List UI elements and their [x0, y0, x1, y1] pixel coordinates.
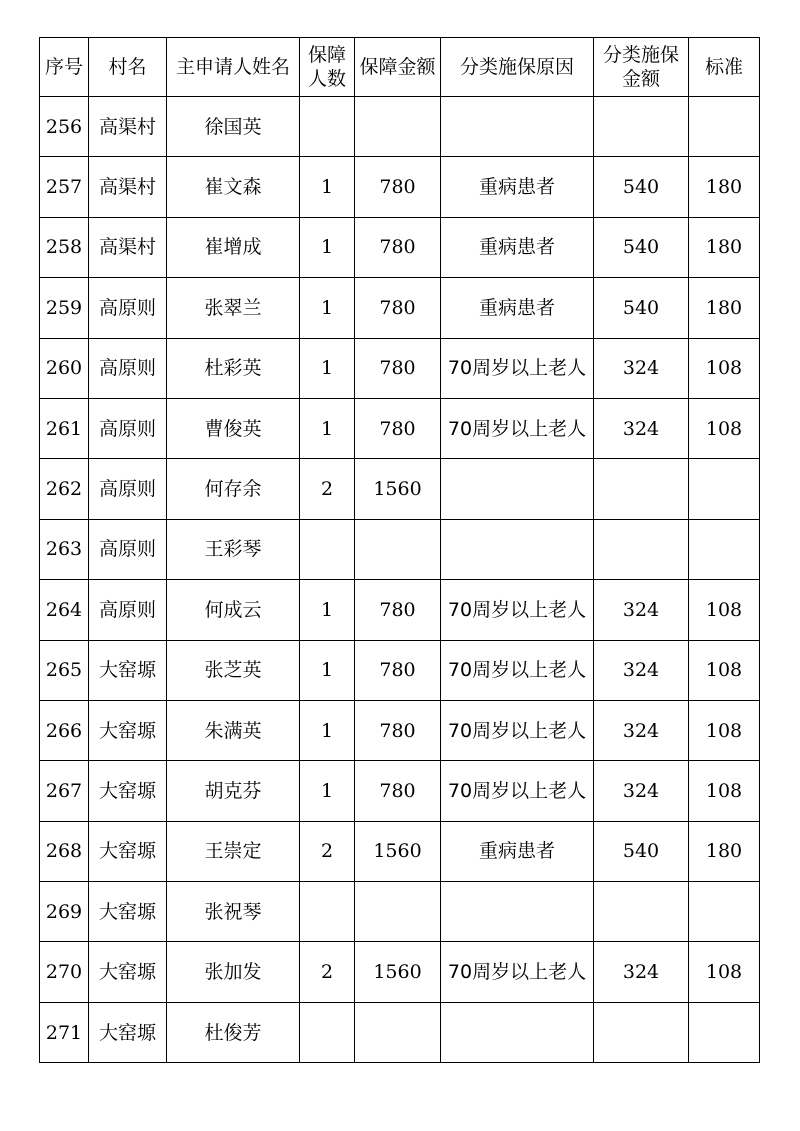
cell-class-amount: [594, 97, 689, 157]
table-row: [40, 398, 760, 458]
table-row: [40, 942, 760, 1002]
cell-amount: 780: [355, 217, 441, 277]
cell-amount: 780: [355, 398, 441, 458]
cell-amount: [355, 1002, 441, 1062]
cell-class-amount: 324: [594, 761, 689, 821]
cell-standard: 108: [689, 640, 760, 700]
cell-seq: 258: [40, 217, 89, 277]
cell-class-amount: 324: [594, 942, 689, 1002]
cell-reason: 重病患者: [441, 157, 594, 217]
table-row: [40, 761, 760, 821]
cell-applicant-name: 崔增成: [167, 217, 300, 277]
cell-reason: 重病患者: [441, 278, 594, 338]
cell-amount: 780: [355, 278, 441, 338]
table-row: [40, 882, 760, 942]
cell-seq: 256: [40, 97, 89, 157]
cell-seq: 264: [40, 580, 89, 640]
cell-village: 高渠村: [89, 157, 167, 217]
cell-village: 大窑塬: [89, 1002, 167, 1062]
cell-standard: 108: [689, 580, 760, 640]
cell-amount: 1560: [355, 459, 441, 519]
cell-standard: [689, 519, 760, 579]
cell-amount: 780: [355, 338, 441, 398]
cell-standard: 180: [689, 821, 760, 881]
cell-persons: [300, 882, 355, 942]
cell-reason: 70周岁以上老人: [441, 942, 594, 1002]
header-seq: 序号: [40, 38, 89, 97]
cell-class-amount: 540: [594, 157, 689, 217]
cell-class-amount: 540: [594, 217, 689, 277]
table-body: [40, 97, 760, 1063]
header-row: [40, 38, 760, 97]
table-row: [40, 459, 760, 519]
cell-standard: 180: [689, 157, 760, 217]
cell-persons: 1: [300, 398, 355, 458]
cell-seq: 260: [40, 338, 89, 398]
cell-applicant-name: 王崇定: [167, 821, 300, 881]
cell-amount: 780: [355, 157, 441, 217]
table-row: [40, 1002, 760, 1062]
cell-persons: 1: [300, 157, 355, 217]
header-standard: 标准: [689, 38, 760, 97]
cell-village: 高原则: [89, 338, 167, 398]
cell-class-amount: [594, 519, 689, 579]
cell-village: 高原则: [89, 278, 167, 338]
cell-applicant-name: 朱满英: [167, 700, 300, 760]
cell-applicant-name: 何存余: [167, 459, 300, 519]
cell-village: 高原则: [89, 459, 167, 519]
cell-village: 高原则: [89, 580, 167, 640]
header-amount: 保障金额: [355, 38, 441, 97]
cell-village: 高原则: [89, 519, 167, 579]
cell-village: 高渠村: [89, 217, 167, 277]
cell-applicant-name: 徐国英: [167, 97, 300, 157]
cell-seq: 266: [40, 700, 89, 760]
cell-standard: 108: [689, 398, 760, 458]
cell-village: 高原则: [89, 398, 167, 458]
cell-standard: [689, 882, 760, 942]
cell-seq: 271: [40, 1002, 89, 1062]
cell-class-amount: 540: [594, 821, 689, 881]
cell-amount: [355, 519, 441, 579]
cell-village: 大窑塬: [89, 640, 167, 700]
header-reason: 分类施保原因: [441, 38, 594, 97]
cell-persons: 2: [300, 821, 355, 881]
cell-class-amount: 324: [594, 700, 689, 760]
cell-standard: 108: [689, 761, 760, 821]
cell-applicant-name: 王彩琴: [167, 519, 300, 579]
cell-applicant-name: 张翠兰: [167, 278, 300, 338]
cell-reason: [441, 519, 594, 579]
table-row: [40, 217, 760, 277]
cell-standard: [689, 1002, 760, 1062]
assistance-table: [39, 37, 760, 1063]
cell-seq: 267: [40, 761, 89, 821]
cell-seq: 259: [40, 278, 89, 338]
cell-persons: 1: [300, 700, 355, 760]
cell-reason: 重病患者: [441, 217, 594, 277]
cell-seq: 263: [40, 519, 89, 579]
cell-reason: [441, 97, 594, 157]
cell-class-amount: [594, 882, 689, 942]
cell-standard: 108: [689, 700, 760, 760]
cell-village: 大窑塬: [89, 942, 167, 1002]
table-row: [40, 821, 760, 881]
cell-reason: 重病患者: [441, 821, 594, 881]
cell-reason: 70周岁以上老人: [441, 398, 594, 458]
cell-village: 大窑塬: [89, 700, 167, 760]
cell-applicant-name: 杜彩英: [167, 338, 300, 398]
header-applicant: 主申请人姓名: [167, 38, 300, 97]
cell-seq: 269: [40, 882, 89, 942]
cell-village: 高渠村: [89, 97, 167, 157]
table-row: [40, 700, 760, 760]
cell-amount: 780: [355, 580, 441, 640]
cell-seq: 268: [40, 821, 89, 881]
cell-reason: 70周岁以上老人: [441, 640, 594, 700]
cell-class-amount: 324: [594, 640, 689, 700]
cell-standard: 180: [689, 217, 760, 277]
table-row: [40, 338, 760, 398]
cell-amount: 780: [355, 761, 441, 821]
cell-seq: 262: [40, 459, 89, 519]
cell-amount: [355, 882, 441, 942]
cell-applicant-name: 何成云: [167, 580, 300, 640]
cell-reason: [441, 1002, 594, 1062]
cell-persons: 1: [300, 217, 355, 277]
cell-persons: 1: [300, 761, 355, 821]
header-village: 村名: [89, 38, 167, 97]
cell-standard: 108: [689, 942, 760, 1002]
cell-seq: 265: [40, 640, 89, 700]
cell-amount: 1560: [355, 942, 441, 1002]
cell-seq: 261: [40, 398, 89, 458]
cell-persons: [300, 1002, 355, 1062]
cell-amount: 780: [355, 700, 441, 760]
cell-class-amount: 324: [594, 398, 689, 458]
cell-amount: 1560: [355, 821, 441, 881]
cell-applicant-name: 张芝英: [167, 640, 300, 700]
cell-reason: 70周岁以上老人: [441, 761, 594, 821]
cell-reason: 70周岁以上老人: [441, 700, 594, 760]
cell-applicant-name: 曹俊英: [167, 398, 300, 458]
table-row: [40, 278, 760, 338]
cell-seq: 270: [40, 942, 89, 1002]
table-row: [40, 157, 760, 217]
cell-applicant-name: 张祝琴: [167, 882, 300, 942]
cell-seq: 257: [40, 157, 89, 217]
cell-persons: 2: [300, 942, 355, 1002]
header-persons: 保障人数: [300, 38, 355, 97]
cell-village: 大窑塬: [89, 761, 167, 821]
cell-village: 大窑塬: [89, 821, 167, 881]
cell-applicant-name: 胡克芬: [167, 761, 300, 821]
cell-standard: 108: [689, 338, 760, 398]
cell-reason: [441, 882, 594, 942]
cell-reason: 70周岁以上老人: [441, 338, 594, 398]
table-row: [40, 580, 760, 640]
table-row: [40, 640, 760, 700]
cell-persons: [300, 519, 355, 579]
header-class-amount: 分类施保金额: [594, 38, 689, 97]
cell-persons: 2: [300, 459, 355, 519]
cell-applicant-name: 张加发: [167, 942, 300, 1002]
cell-village: 大窑塬: [89, 882, 167, 942]
cell-class-amount: 324: [594, 338, 689, 398]
cell-standard: [689, 459, 760, 519]
cell-standard: [689, 97, 760, 157]
cell-applicant-name: 崔文森: [167, 157, 300, 217]
table-row: [40, 519, 760, 579]
cell-applicant-name: 杜俊芳: [167, 1002, 300, 1062]
cell-reason: [441, 459, 594, 519]
cell-persons: [300, 97, 355, 157]
cell-class-amount: 324: [594, 580, 689, 640]
cell-class-amount: [594, 459, 689, 519]
cell-amount: 780: [355, 640, 441, 700]
cell-persons: 1: [300, 278, 355, 338]
cell-persons: 1: [300, 338, 355, 398]
cell-persons: 1: [300, 580, 355, 640]
cell-amount: [355, 97, 441, 157]
cell-class-amount: [594, 1002, 689, 1062]
cell-reason: 70周岁以上老人: [441, 580, 594, 640]
cell-standard: 180: [689, 278, 760, 338]
cell-class-amount: 540: [594, 278, 689, 338]
table-row: [40, 97, 760, 157]
cell-persons: 1: [300, 640, 355, 700]
